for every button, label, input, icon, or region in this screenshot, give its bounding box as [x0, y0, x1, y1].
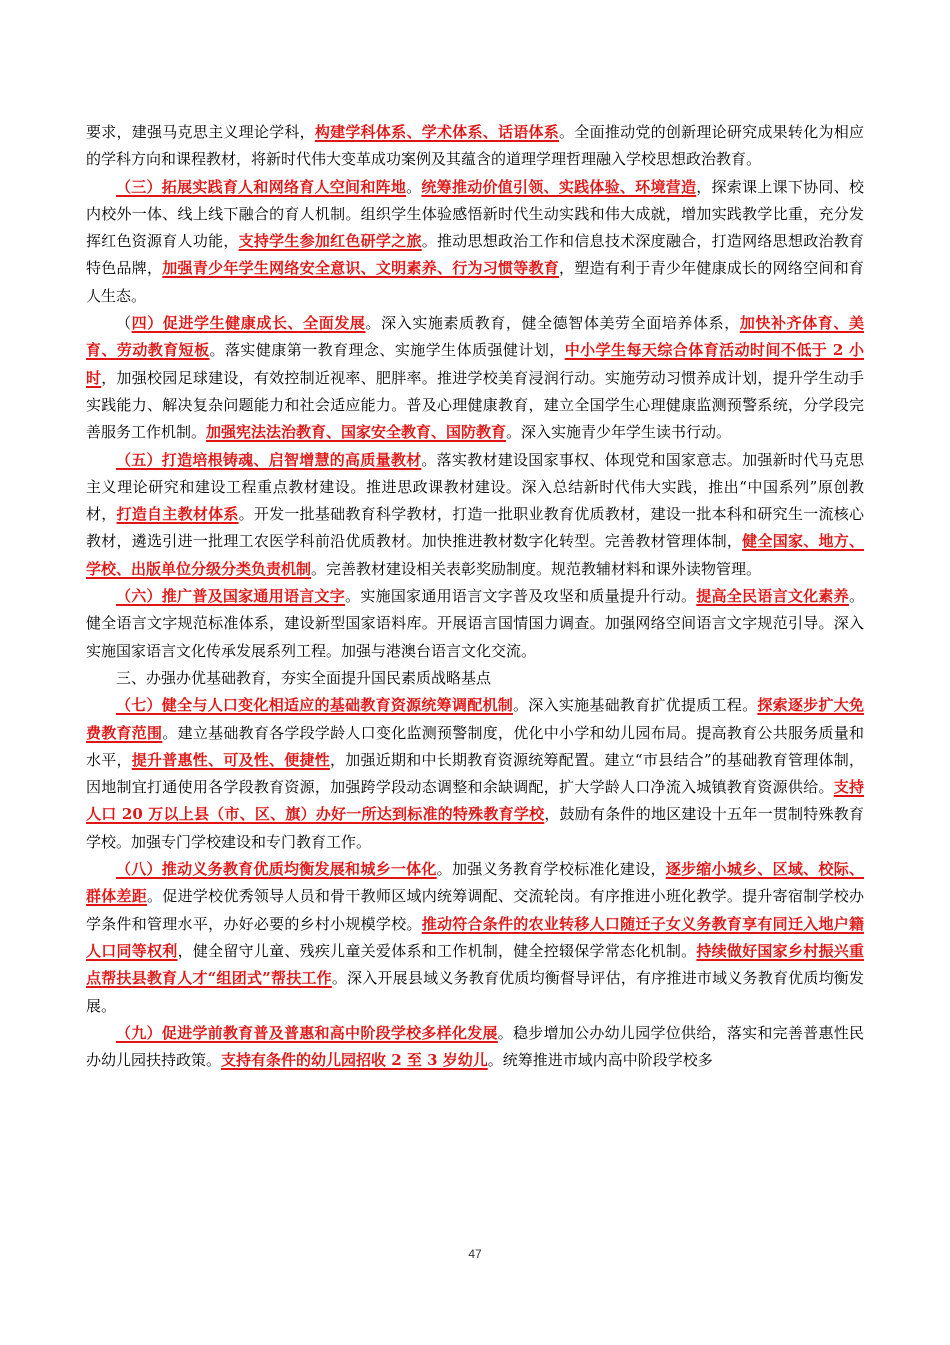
paragraph	[86, 119, 864, 174]
highlighted-text: 探索逐步扩大免费教育范围	[86, 696, 864, 742]
body-text: （	[116, 314, 132, 333]
highlighted-text: （三）拓展实践育人和网络育人空间和阵地	[116, 177, 407, 196]
highlighted-text: 提高全民语言文化素养	[696, 587, 849, 606]
highlighted-text: 四）促进学生健康成长、全面发展	[131, 314, 366, 333]
body-text: 要求，建强马克思主义理论学科，	[86, 123, 315, 141]
highlighted-text: 持续做好国家乡村振兴重点帮扶县教育人才“组团式”帮扶工作	[86, 941, 864, 988]
highlighted-text: 支持学生参加红色研学之旅	[238, 232, 422, 251]
paragraph	[86, 1020, 864, 1075]
highlighted-text: 提升普惠性、可及性、便捷性	[131, 750, 330, 769]
highlighted-text: （六）推广普及国家通用语言文字	[116, 587, 346, 606]
highlighted-text: （八）推动义务教育优质均衡发展和城乡一体化	[116, 860, 437, 879]
body-text: 。全面推动党的创新理论研究成果转化为相应的学科方向和课程教材，将新时代伟大变革成功案例及其蕴含的道理学理哲理融入学校思想政治教育。	[86, 123, 864, 169]
body-text: 。统筹推进市域内高中阶段学校多	[487, 1051, 713, 1070]
paragraph	[86, 856, 864, 1020]
body-text: 。深入实施素质教育，健全德智体美劳全面培养体系，	[365, 314, 740, 333]
body-text: 。实施国家通用语言文字普及攻坚和质量提升行动。	[345, 587, 697, 606]
highlighted-text: 支持人口 20 万以上县（市、区、旗）办好一所达到标准的特殊教育学校	[86, 778, 864, 824]
body-text: 。建立基础教育各学段学龄人口变化监测预警制度，优化中小学和幼儿园布局。提高教育公共服务质量和水平，	[86, 723, 864, 769]
highlighted-text: 构建学科体系、学术体系、话语体系	[314, 123, 560, 141]
body-text: 。加强义务教育学校标准化建设，	[436, 860, 666, 879]
body-text: ，鼓励有条件的地区建设十五年一贯制特殊教育学校。加强专门学校建设和专门教育工作。	[86, 805, 864, 851]
body-text: 。促进学校优秀领导人员和骨干教师区域内统筹调配、交流轮岗。有序推进小班化教学。提升寄宿制学校办学条件和管理水平，办好必要的乡村小规模学校。	[86, 887, 864, 933]
paragraph	[86, 310, 864, 446]
paragraph	[86, 692, 864, 856]
body-text: ，健全留守儿童、残疾儿童关爱体系和工作机制，健全控辍保学常态化机制。	[177, 941, 697, 960]
highlighted-text: 推动符合条件的农业转移人口随迁子女义务教育享有同迁入地户籍人口同等权利	[86, 914, 864, 960]
highlighted-text: 加强宪法法治教育、国家安全教育、国防教育	[206, 423, 507, 442]
body-text: 。深入实施基础教育扩优提质工程。	[513, 696, 758, 715]
document-body	[86, 119, 864, 1074]
body-text: 。健全语言文字规范标准体系，建设新型国家语料库。开展语言国情国力调查。加强网络空间语言文字规范引导。深入实施国家语言文化传承发展系列工程。加强与港澳台语言文化交流。	[86, 587, 864, 660]
body-text: ，加强近期和中长期教育资源统筹配置。建立“市县结合”的基础教育管理体制，因地制宜打通使用各学段教育资源，加强跨学段动态调整和余缺调配，扩大学龄人口净流入城镇教育资源供给。	[86, 750, 864, 797]
highlighted-text: （五）打造培根铸魂、启智增慧的高质量教材	[116, 450, 422, 469]
body-text: 。深入实施青少年学生读书行动。	[506, 423, 732, 442]
highlighted-text: 打造自主教材体系	[116, 505, 239, 524]
body-text: 。深入开展县域义务教育优质均衡督导评估，有序推进市域义务教育优质均衡发展。	[86, 969, 864, 1015]
body-text: 。	[406, 177, 422, 196]
page-number: 47	[468, 1247, 482, 1261]
highlighted-text: （七）健全与人口变化相适应的基础教育资源统筹调配机制	[116, 696, 514, 715]
body-text: ，探索课上课下协同、校内校外一体、线上线下融合的育人机制。组织学生体验感悟新时代生动实践和伟大成就，增加实践教学比重，充分发挥红色资源育人功能，	[86, 177, 864, 251]
body-text: 。落实教材建设国家事权、体现党和国家意志。加强新时代马克思主义理论研究和建设工程重点教材建设。推进思政课教材建设。深入总结新时代伟大实践，推出“中国系列”原创教材，	[86, 450, 864, 524]
highlighted-text: 加快补齐体育、美育、劳动教育短板	[86, 314, 864, 360]
highlighted-text: 逐步缩小城乡、区域、校际、群体差距	[86, 860, 864, 906]
body-text: ，塑造有利于青少年健康成长的网络空间和育人生态。	[86, 259, 864, 305]
highlighted-text: 统筹推动价值引领、实践体验、环境营造	[421, 177, 697, 196]
highlighted-text: 中小学生每天综合体育活动时间不低于 2 小时	[86, 341, 864, 387]
highlighted-text: 支持有条件的幼儿园招收 2 至 3 岁幼儿	[221, 1051, 488, 1070]
body-text: 。落实健康第一教育理念、实施学生体质强健计划，	[209, 341, 565, 360]
paragraph	[86, 583, 864, 665]
body-text: 。推动思想政治工作和信息技术深度融合，打造网络思想政治教育特色品牌，	[86, 232, 864, 278]
paragraph	[86, 174, 864, 310]
highlighted-text: （九）促进学前教育普及普惠和高中阶段学校多样化发展	[116, 1023, 498, 1042]
highlighted-text: 加强青少年学生网络安全意识、文明素养、行为习惯等教育	[162, 259, 560, 278]
body-text: ，加强校园足球建设，有效控制近视率、肥胖率。推进学校美育浸润行动。实施劳动习惯养成计划，提升学生动手实践能力、解决复杂问题能力和社会适应能力。普及心理健康教育，建立全国学生心理健康监测预警系统，分学段完善服务工作机制。	[86, 368, 864, 442]
highlighted-text: 健全国家、地方、学校、出版单位分级分类负责机制	[86, 532, 864, 578]
paragraph	[86, 665, 864, 692]
paragraph	[86, 447, 864, 583]
body-text: 三、办强办优基础教育，夯实全面提升国民素质战略基点	[116, 668, 492, 687]
body-text: 。完善教材建设相关表彰奖励制度。规范教辅材料和课外读物管理。	[311, 559, 762, 578]
body-text: 。稳步增加公办幼儿园学位供给，落实和完善普惠性民办幼儿园扶持政策。	[86, 1023, 864, 1070]
body-text: 。开发一批基础教育科学教材，打造一批职业教育优质教材，建设一批本科和研究生一流核心教材，遴选引进一批理工农医学科前沿优质教材。加快推进教材数字化转型。完善教材管理体制，	[86, 505, 864, 551]
